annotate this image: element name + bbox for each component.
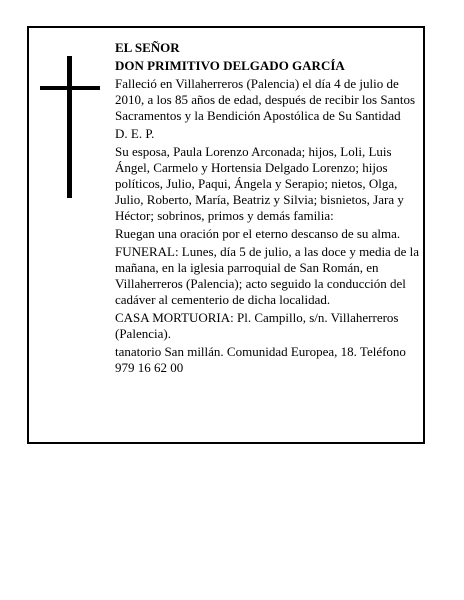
heading-title: EL SEÑOR	[115, 40, 180, 55]
casa-mortuoria: CASA MORTUORIA: Pl. Campillo, s/n. Villaherreros (Palencia).	[115, 310, 399, 341]
cross-horizontal-bar	[40, 86, 100, 90]
dep-text: D. E. P.	[115, 126, 155, 141]
family-list: Su esposa, Paula Lorenzo Arconada; hijos, Loli, Luis Ángel, Carmelo y Hortensia Delgado Lorenzo; hijos políticos, Julio, Paqui, Ángela y Serapio; nietos, Olga, Julio, Roberto, María, Beatriz y Silvia; bisnietos, Jara y Héctor; sobrinos, primos y demás familia:	[115, 144, 404, 223]
obituary-frame	[27, 26, 425, 444]
obituary-text	[115, 40, 425, 378]
prayer-request: Ruegan una oración por el eterno descanso de su alma.	[115, 226, 401, 241]
funeral-info: FUNERAL: Lunes, día 5 de julio, a las doce y media de la mañana, en la iglesia parroquial de San Román, en Villaherreros (Palencia); acto seguido la conducción del cadáver al cementerio de dicha localidad.	[115, 244, 419, 307]
deceased-name: DON PRIMITIVO DELGADO GARCÍA	[115, 58, 345, 73]
cross-vertical-bar	[67, 56, 72, 198]
death-notice: Falleció en Villaherreros (Palencia) el día 4 de julio de 2010, a los 85 años de edad, después de recibir los Santos Sacramentos y la Bendición Apostólica de Su Santidad	[115, 76, 416, 123]
tanatorio-info: tanatorio San millán. Comunidad Europea, 18. Teléfono 979 16 62 00	[115, 344, 406, 375]
